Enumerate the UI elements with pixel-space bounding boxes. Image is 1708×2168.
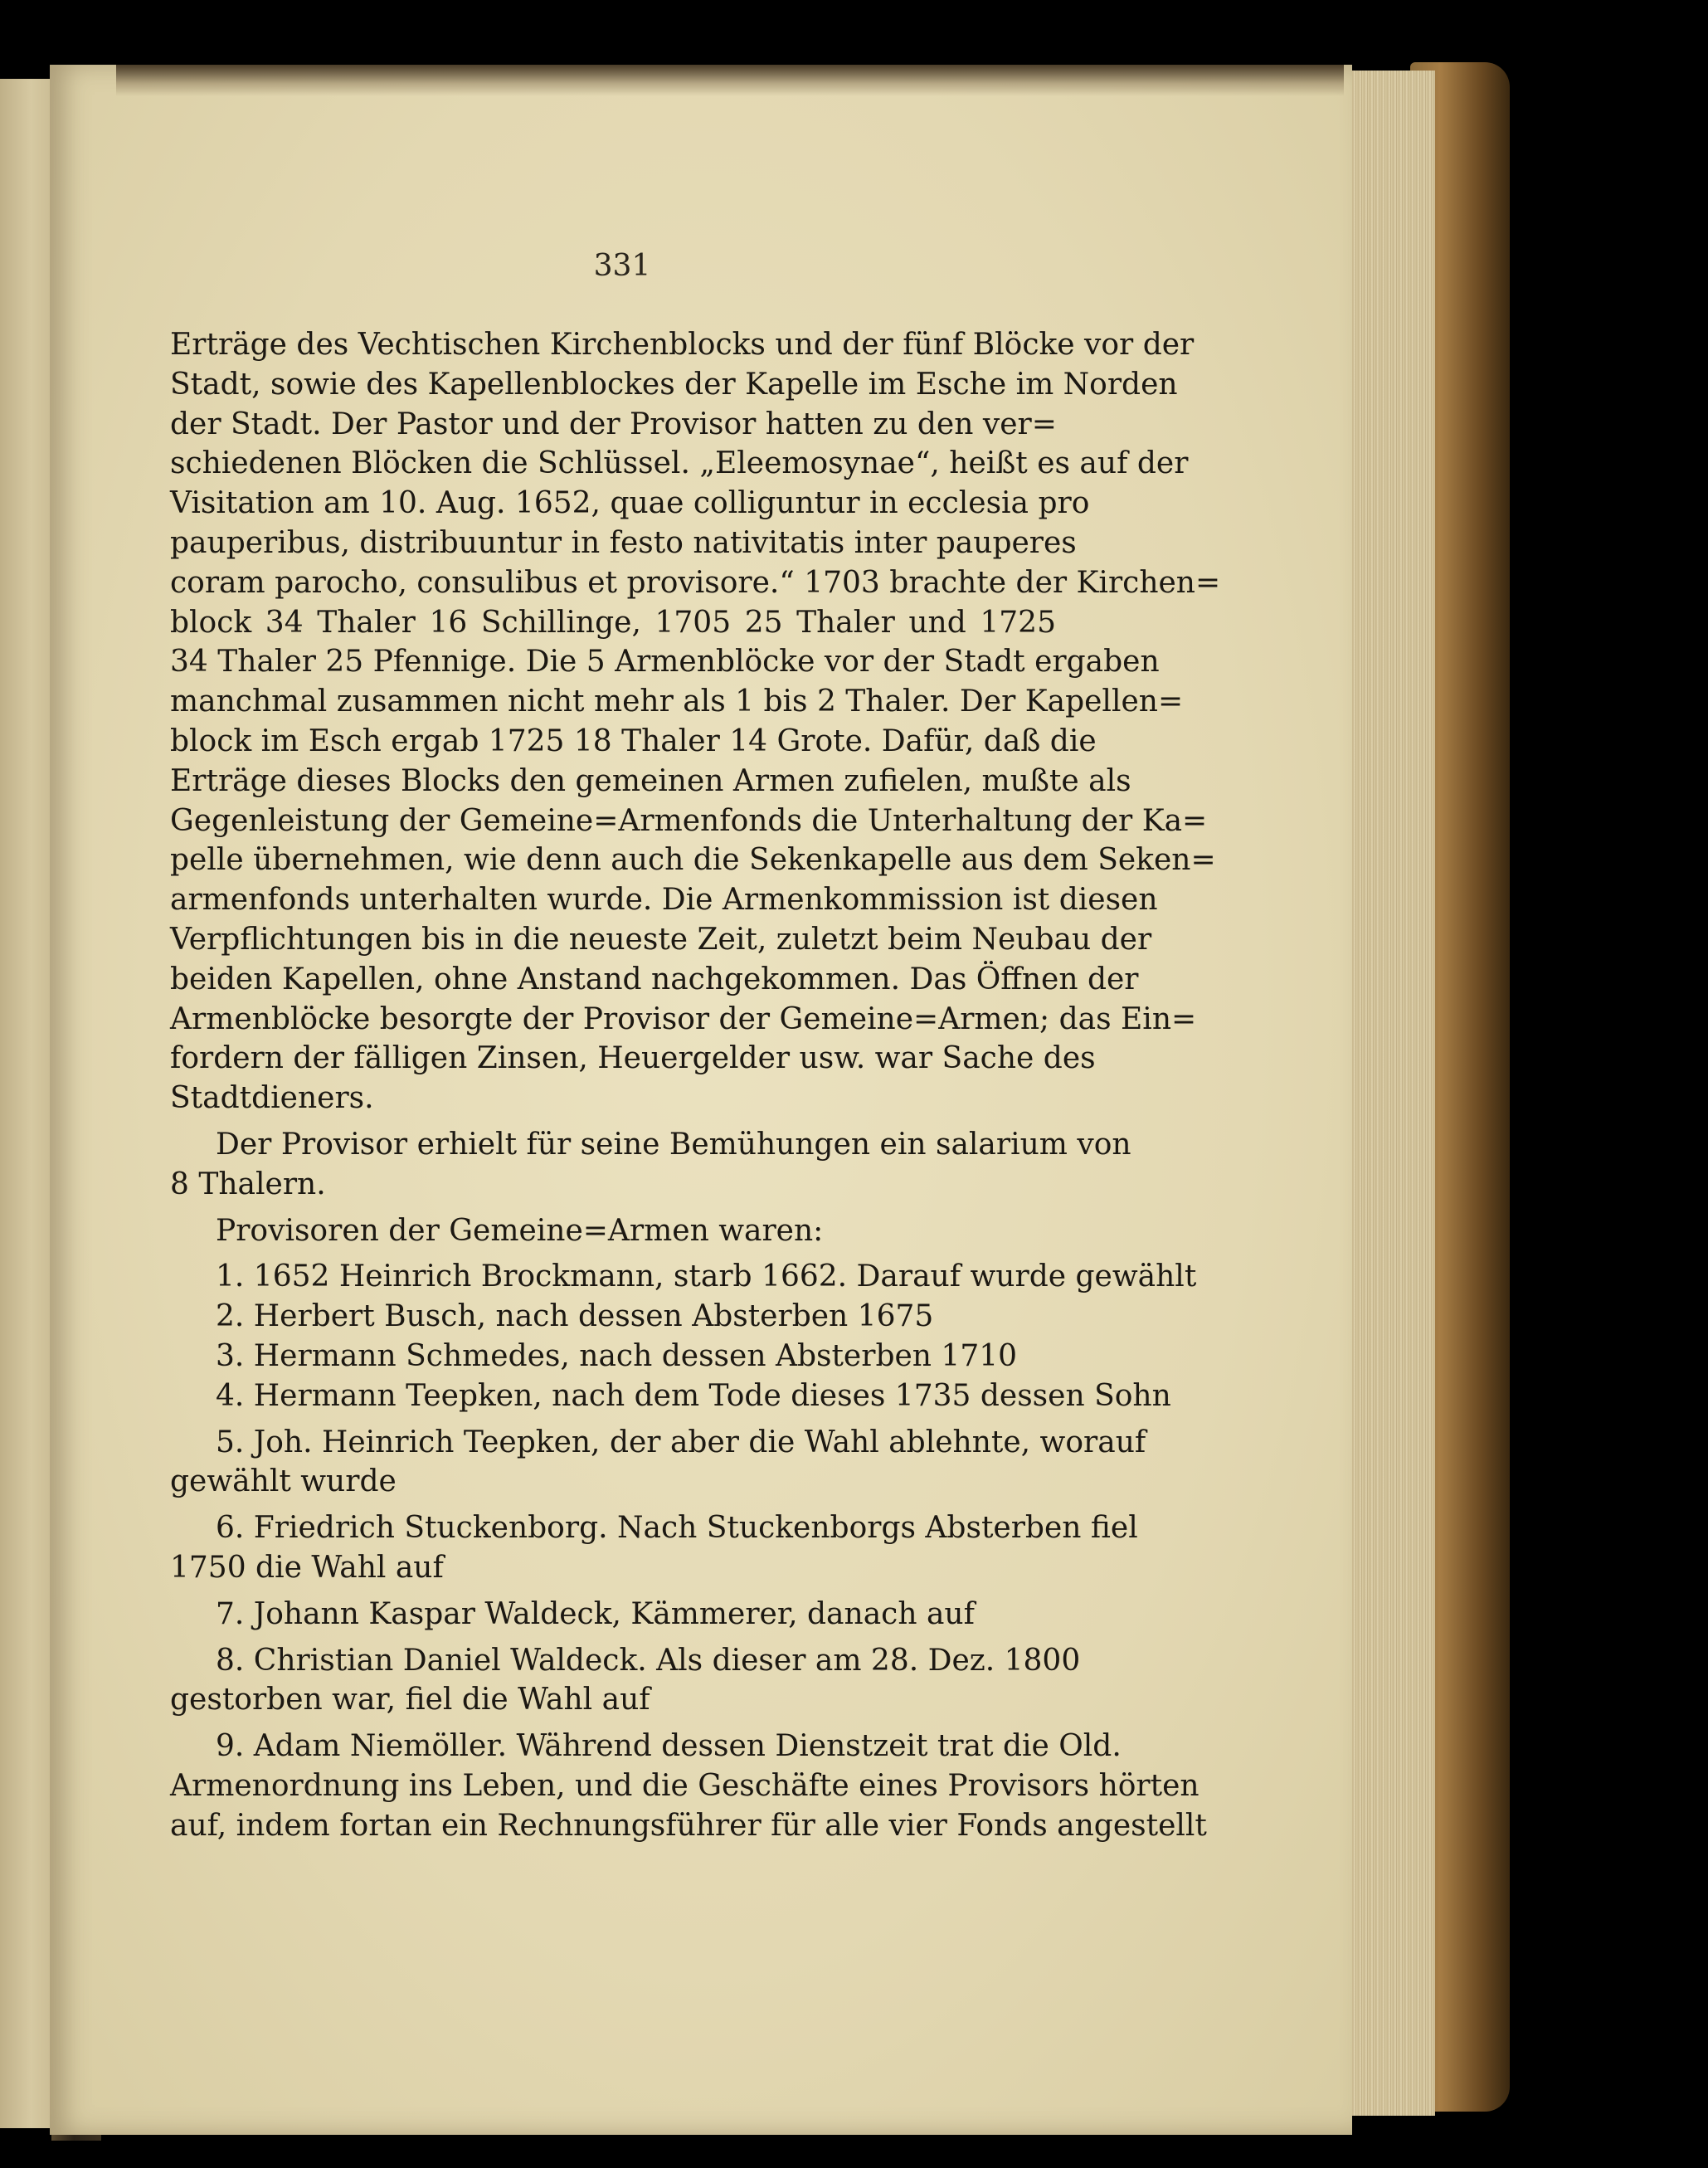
text-line: 2. Herbert Busch, nach dessen Absterben 1675: [216, 1299, 934, 1334]
text-line: block 34 Thaler 16 Schillinge, 1705 25 Thaler und 1725: [170, 605, 1056, 640]
text-line: 1. 1652 Heinrich Brockmann, starb 1662. Darauf wurde gewählt: [216, 1259, 1197, 1294]
text-line: der Stadt. Der Pastor und der Provisor hatten zu den ver=: [170, 407, 1057, 441]
text-line: Erträge des Vechtischen Kirchenblocks und der fünf Blöcke vor der: [170, 328, 1195, 362]
text-line: 7. Johann Kaspar Waldeck, Kämmerer, danach auf: [216, 1596, 975, 1631]
text-line: 4. Hermann Teepken, nach dem Tode dieses 1735 dessen Sohn: [216, 1378, 1171, 1413]
text-line: 1750 die Wahl auf: [170, 1550, 444, 1585]
page-top-shadow: [116, 65, 1344, 96]
text-line: 3. Hermann Schmedes, nach dessen Absterben 1710: [216, 1338, 1018, 1373]
text-line: gewählt wurde: [170, 1464, 397, 1499]
text-line: fordern der fälligen Zinsen, Heuergelder usw. war Sache des: [170, 1041, 1096, 1076]
page-number: 331: [593, 249, 651, 283]
text-line: Verpflichtungen bis in die neueste Zeit, zuletzt beim Neubau der: [170, 922, 1152, 957]
text-line: gestorben war, fiel die Wahl auf: [170, 1683, 650, 1717]
text-line: manchmal zusammen nicht mehr als 1 bis 2 Thaler. Der Kapellen=: [170, 685, 1184, 719]
text-line: Armenblöcke besorgte der Provisor der Gemeine=Armen; das Ein=: [170, 1001, 1197, 1036]
text-line: 9. Adam Niemöller. Während dessen Dienstzeit trat die Old.: [216, 1729, 1122, 1764]
facing-page-edge: [0, 79, 51, 2128]
text-line: 8. Christian Daniel Waldeck. Als dieser am 28. Dez. 1800: [216, 1643, 1081, 1678]
text-line: 34 Thaler 25 Pfennige. Die 5 Armenblöcke vor der Stadt ergaben: [170, 645, 1160, 680]
text-line: Stadt, sowie des Kapellenblockes der Kapelle im Esche im Norden: [170, 367, 1178, 402]
text-line: auf, indem fortan ein Rechnungsführer für alle vier Fonds angestellt: [170, 1808, 1207, 1843]
text-line: Visitation am 10. Aug. 1652, quae colliguntur in ecclesia pro: [170, 486, 1090, 521]
text-line: Armenordnung ins Leben, und die Geschäfte eines Provisors hörten: [170, 1768, 1199, 1803]
text-line: 5. Joh. Heinrich Teepken, der aber die Wahl ablehnte, worauf: [216, 1425, 1146, 1459]
text-line: 8 Thalern.: [170, 1167, 326, 1201]
text-line: Provisoren der Gemeine=Armen waren:: [216, 1213, 824, 1248]
text-line: Der Provisor erhielt für seine Bemühungen ein salarium von: [216, 1127, 1131, 1162]
text-line: pauperibus, distribuuntur in festo nativitatis inter pauperes: [170, 525, 1077, 560]
text-line: schiedenen Blöcken die Schlüssel. „Eleemosynae“, heißt es auf der: [170, 446, 1189, 481]
text-line: block im Esch ergab 1725 18 Thaler 14 Grote. Dafür, daß die: [170, 723, 1097, 758]
text-line: Erträge dieses Blocks den gemeinen Armen zufielen, mußte als: [170, 763, 1131, 798]
text-line: Gegenleistung der Gemeine=Armenfonds die Unterhaltung der Ka=: [170, 803, 1208, 838]
page-text: [170, 325, 1221, 1845]
text-line: beiden Kapellen, ohne Anstand nachgekommen. Das Öffnen der: [170, 962, 1139, 996]
text-line: pelle übernehmen, wie denn auch die Sekenkapelle aus dem Seken=: [170, 843, 1216, 878]
text-line: Stadtdieners.: [170, 1081, 374, 1116]
text-line: armenfonds unterhalten wurde. Die Armenkommission ist diesen: [170, 883, 1158, 918]
text-line: coram parocho, consulibus et provisore.“ 1703 brachte der Kirchen=: [170, 565, 1221, 600]
text-line: 6. Friedrich Stuckenborg. Nach Stuckenborgs Absterben fiel: [216, 1511, 1138, 1546]
